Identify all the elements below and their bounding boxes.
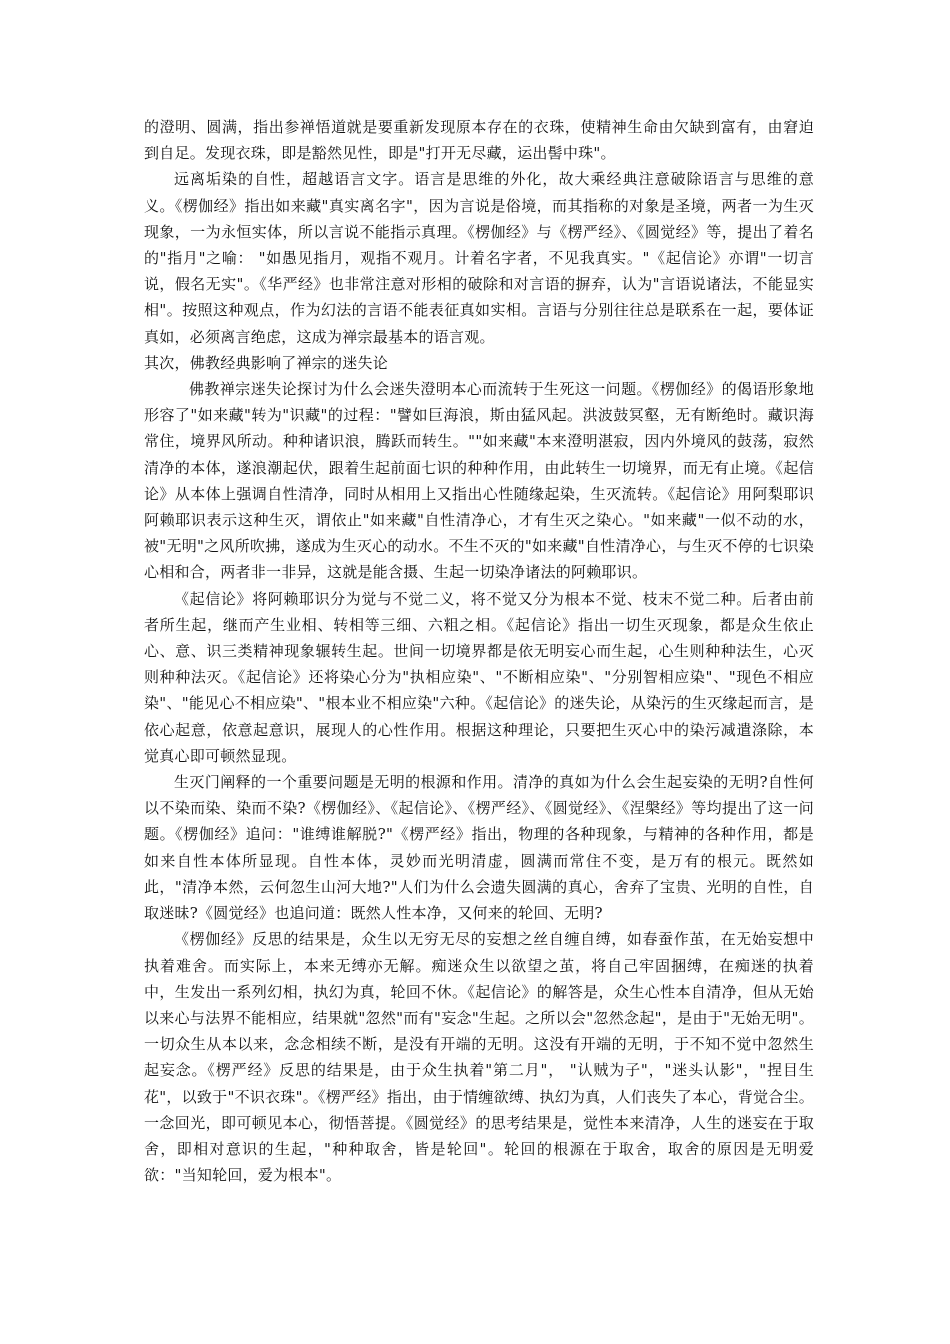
paragraph-reflection-results: 《楞伽经》反思的结果是，众生以无穷无尽的妄想之丝自缠自缚，如春蚕作茧，在无始妄想中执着难舍。而实际上，本来无缚亦无解。痴迷众生以欲望之茧，将自己牢固捆缚，在痴迷的执着中，生发出一系列幻相，执幻为真，轮回不休。《起信论》的解答是，众生心性本自清净，但从无始以来心与法界不能相应，结果就"忽然"而有"妄念"生起。之所以会"忽然念起"，是由于"无始无明"。一切众生从本以来，念念相续不断，是没有开端的无明。这没有开端的无明，于不知不觉中忽然生起妄念。《楞严经》反思的结果是，由于众生执着"第二月"， "认贼为子"，"迷头认影"，"捏目生花"，以致于"不识衣珠"。《楞严经》指出，由于情缠欲缚、执幻为真，人们丧失了本心，背觉合尘。一念回光，即可顿见本心，彻悟菩提。《圆觉经》的思考结果是，觉性本来清净，人生的迷妄在于取舍，即相对意识的生起，"种种取舍，皆是轮回"。轮回的根源在于取舍，取舍的原因是无明爱欲："当知轮回，爱为根本"。 xyxy=(144,930,814,1185)
paragraph-ignorance-origin: 生灭门阐释的一个重要问题是无明的根源和作用。清净的真如为什么会生起妄染的无明?自性何以不染而染、染而不染?《楞伽经》、《起信论》、《楞严经》、《圆觉经》、《涅槃经》等均提出了这一问题。《楞伽经》追问："谁缚谁解脱?"《楞严经》指出，物理的各种现象，与精神的各种作用，都是如来自性本体所显现。自性本体，灵妙而光明清虚，圆满而常住不变，是万有的根元。既然如此，"清净本然，云何忽生山河大地?"人们为什么会遗失圆满的真心，舍弃了宝贵、光明的自性，自取迷昧?《圆觉经》也追问道：既然人性本净，又何来的轮回、无明? xyxy=(144,773,814,923)
paragraph-alaya-consciousness: 《起信论》将阿赖耶识分为觉与不觉二义，将不觉又分为根本不觉、枝末不觉二种。后者由前者所生起，继而产生业相、转相等三细、六粗之相。《起信论》指出一切生灭现象，都是众生依止心、意、识三类精神现象辗转生起。世间一切境界都是依无明妄心而生起，心生则种种法生，心灭则种种法灭。《起信论》还将染心分为"执相应染"、"不断相应染"、"分别智相应染"、"现色不相应染"、"能见心不相应染"、"根本业不相应染"六种。《起信论》的迷失论，从染污的生灭缘起而言，是依心起意，依意起意识，展现人的心性作用。根据这种理论，只要把生灭心中的染污减遣涤除，本觉真心即可顿然显现。 xyxy=(144,589,814,765)
section-heading: 其次，佛教经典影响了禅宗的迷失论 xyxy=(144,353,389,372)
document-body xyxy=(144,114,814,1188)
paragraph-language-view: 远离垢染的自性，超越语言文字。语言是思维的外化，故大乘经典注意破除语言与思维的意义。《楞伽经》指出如来藏"真实离名字"，因为言说是俗境，而其指称的对象是圣境，两者一为生灭现象，一为永恒实体，所以言说不能指示真理。《楞伽经》与《楞严经》、《圆觉经》等，提出了着名的"指月"之喻： "如愚见指月，观指不观月。计着名字者，不见我真实。"《起信论》亦谓"一切言说，假名无实"。《华严经》也非常注意对形相的破除和对言语的摒弃，认为"言语说诸法，不能显实相"。按照这种观点，作为幻法的言语不能表征真如实相。言语与分别往往总是联系在一起，要体证真如，必须离言绝虑，这成为禅宗最基本的语言观。 xyxy=(144,170,814,346)
paragraph-lost-theory: 佛教禅宗迷失论探讨为什么会迷失澄明本心而流转于生死这一问题。《楞伽经》的偈语形象地形容了"如来藏"转为"识藏"的过程："譬如巨海浪，斯由猛风起。洪波鼓冥壑，无有断绝时。藏识海常住，境界风所动。种种诸识浪，腾跃而转生。""如来藏"本来澄明湛寂，因内外境风的鼓荡，寂然清净的本体，遂浪潮起伏，跟着生起前面七识的种种作用，由此转生一切境界，而无有止境。《起信论》从本体上强调自性清净，同时从相用上又指出心性随缘起染，生灭流转。《起信论》用阿梨耶识阿赖耶识表示这种生灭，谓依止"如来藏"自性清净心，才有生灭之染心。"如来藏"一似不动的水，被"无明"之风所吹拂，遂成为生灭心的动水。不生不灭的"如来藏"自性清净心，与生灭不停的七识染心相和合，两者非一非异，这就是能含摄、生起一切染净诸法的阿赖耶识。 xyxy=(144,380,814,582)
paragraph-yizhu-conclusion: 的澄明、圆满，指出参禅悟道就是要重新发现原本存在的衣珠，使精神生命由欠缺到富有，由窘迫到自足。发现衣珠，即是豁然见性，即是"打开无尽藏，运出髻中珠"。 xyxy=(144,118,814,163)
